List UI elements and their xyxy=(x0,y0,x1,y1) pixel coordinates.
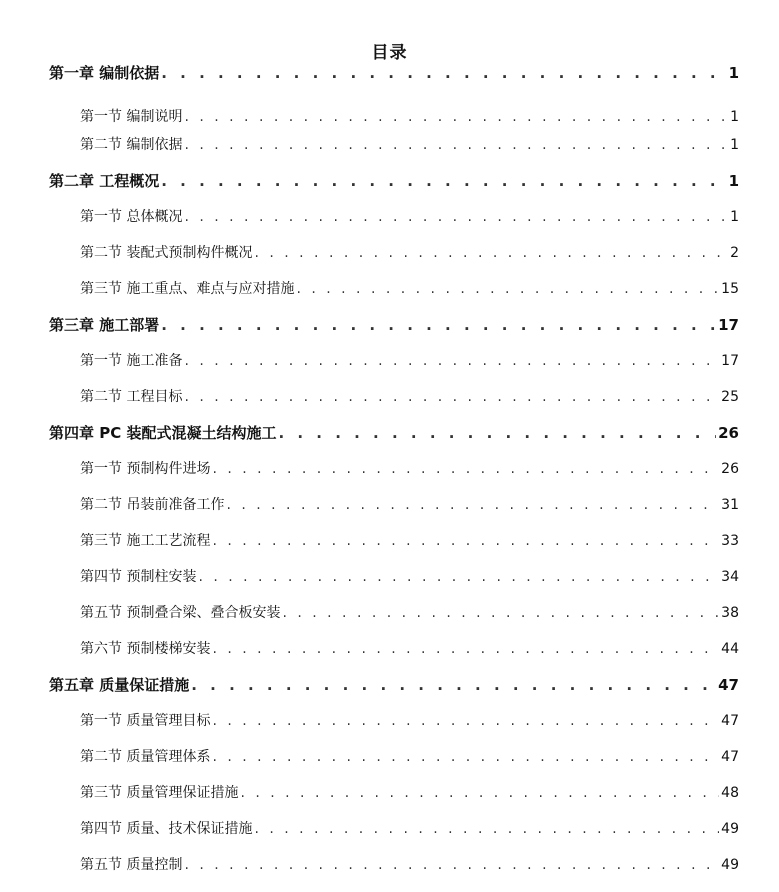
toc-page-number: 1 xyxy=(730,209,739,225)
toc-dot-leader xyxy=(184,353,719,369)
toc-page-number: 47 xyxy=(721,713,739,729)
toc-section-entry[interactable] xyxy=(80,242,739,266)
toc-dot-leader xyxy=(212,641,719,657)
toc-entry-label: 第四章 PC 装配式混凝土结构施工 xyxy=(49,424,277,442)
toc-entry-label: 第四节 预制柱安装 xyxy=(80,569,197,585)
toc-page-number: 1 xyxy=(728,172,739,190)
toc-entry-label: 第二节 装配式预制构件概况 xyxy=(80,245,253,261)
toc-section-entry[interactable] xyxy=(80,458,739,482)
toc-dot-leader xyxy=(278,424,716,442)
toc-entry-label: 第六节 预制楼梯安装 xyxy=(80,641,211,657)
toc-section-entry[interactable] xyxy=(80,602,739,626)
toc-entry-label: 第一节 预制构件进场 xyxy=(80,461,211,477)
toc-entry-label: 第三节 质量管理保证措施 xyxy=(80,785,239,801)
toc-dot-leader xyxy=(212,713,719,729)
toc-entry-label: 第一节 施工准备 xyxy=(80,353,183,369)
toc-entry-label: 第二章 工程概况 xyxy=(49,172,160,190)
toc-dot-leader xyxy=(254,821,719,837)
toc-page-number: 38 xyxy=(721,605,739,621)
toc-chapter-entry[interactable] xyxy=(49,314,739,338)
toc-entry-label: 第一节 总体概况 xyxy=(80,209,183,225)
toc-section-entry[interactable] xyxy=(80,106,739,130)
toc-section-entry[interactable] xyxy=(80,710,739,734)
toc-entry-label: 第三章 施工部署 xyxy=(49,316,160,334)
toc-page-number: 31 xyxy=(721,497,739,513)
toc-entry-label: 第二节 质量管理体系 xyxy=(80,749,211,765)
toc-dot-leader xyxy=(184,209,728,225)
toc-entry-label: 第一节 质量管理目标 xyxy=(80,713,211,729)
toc-section-entry[interactable] xyxy=(80,386,739,410)
toc-chapter-entry[interactable] xyxy=(49,62,739,86)
toc-page-number: 26 xyxy=(718,424,739,442)
toc-chapter-entry[interactable] xyxy=(49,170,739,194)
toc-title: 目录 xyxy=(371,43,408,63)
toc-page-number: 49 xyxy=(721,821,739,837)
toc-section-entry[interactable] xyxy=(80,854,739,878)
toc-entry-label: 第二节 编制依据 xyxy=(80,137,183,153)
toc-entry-label: 第三节 施工工艺流程 xyxy=(80,533,211,549)
toc-entry-label: 第三节 施工重点、难点与应对措施 xyxy=(80,281,295,297)
toc-dot-leader xyxy=(161,172,726,190)
toc-dot-leader xyxy=(212,461,719,477)
toc-page-number: 26 xyxy=(721,461,739,477)
toc-dot-leader xyxy=(254,245,728,261)
toc-section-entry[interactable] xyxy=(80,206,739,230)
toc-page-number: 17 xyxy=(721,353,739,369)
toc-section-entry[interactable] xyxy=(80,638,739,662)
toc-section-entry[interactable] xyxy=(80,494,739,518)
toc-page-number: 2 xyxy=(730,245,739,261)
toc-entry-label: 第四节 质量、技术保证措施 xyxy=(80,821,253,837)
toc-page-number: 47 xyxy=(718,676,739,694)
toc-page-number: 49 xyxy=(721,857,739,873)
toc-page-number: 1 xyxy=(728,64,739,82)
toc-dot-leader xyxy=(191,676,716,694)
toc-section-entry[interactable] xyxy=(80,746,739,770)
toc-page-number: 1 xyxy=(730,137,739,153)
toc-section-entry[interactable] xyxy=(80,350,739,374)
toc-page-number: 1 xyxy=(730,109,739,125)
toc-page-number: 47 xyxy=(721,749,739,765)
toc-dot-leader xyxy=(296,281,719,297)
toc-entry-label: 第一节 编制说明 xyxy=(80,109,183,125)
toc-dot-leader xyxy=(198,569,719,585)
toc-chapter-entry[interactable] xyxy=(49,422,739,446)
toc-chapter-entry[interactable] xyxy=(49,674,739,698)
toc-entry-label: 第五节 预制叠合梁、叠合板安装 xyxy=(80,605,281,621)
toc-dot-leader xyxy=(161,64,726,82)
toc-dot-leader xyxy=(184,137,728,153)
toc-dot-leader xyxy=(226,497,719,513)
toc-page-number: 17 xyxy=(718,316,739,334)
toc-dot-leader xyxy=(212,749,719,765)
toc-dot-leader xyxy=(161,316,716,334)
toc-entry-label: 第二节 吊装前准备工作 xyxy=(80,497,225,513)
toc-section-entry[interactable] xyxy=(80,818,739,842)
toc-page-number: 44 xyxy=(721,641,739,657)
toc-entry-label: 第一章 编制依据 xyxy=(49,64,160,82)
toc-entry-label: 第五章 质量保证措施 xyxy=(49,676,190,694)
toc-dot-leader xyxy=(184,857,719,873)
toc-dot-leader xyxy=(184,109,728,125)
toc-entry-label: 第五节 质量控制 xyxy=(80,857,183,873)
toc-page-number: 25 xyxy=(721,389,739,405)
toc-section-entry[interactable] xyxy=(80,566,739,590)
toc-page-number: 15 xyxy=(721,281,739,297)
toc-section-entry[interactable] xyxy=(80,278,739,302)
toc-page-number: 33 xyxy=(721,533,739,549)
toc-dot-leader xyxy=(212,533,719,549)
toc-page-number: 34 xyxy=(721,569,739,585)
toc-page-number: 48 xyxy=(721,785,739,801)
toc-section-entry[interactable] xyxy=(80,782,739,806)
toc-section-entry[interactable] xyxy=(80,134,739,158)
toc-dot-leader xyxy=(282,605,719,621)
toc-entry-label: 第二节 工程目标 xyxy=(80,389,183,405)
toc-dot-leader xyxy=(184,389,719,405)
toc-dot-leader xyxy=(240,785,719,801)
toc-section-entry[interactable] xyxy=(80,530,739,554)
